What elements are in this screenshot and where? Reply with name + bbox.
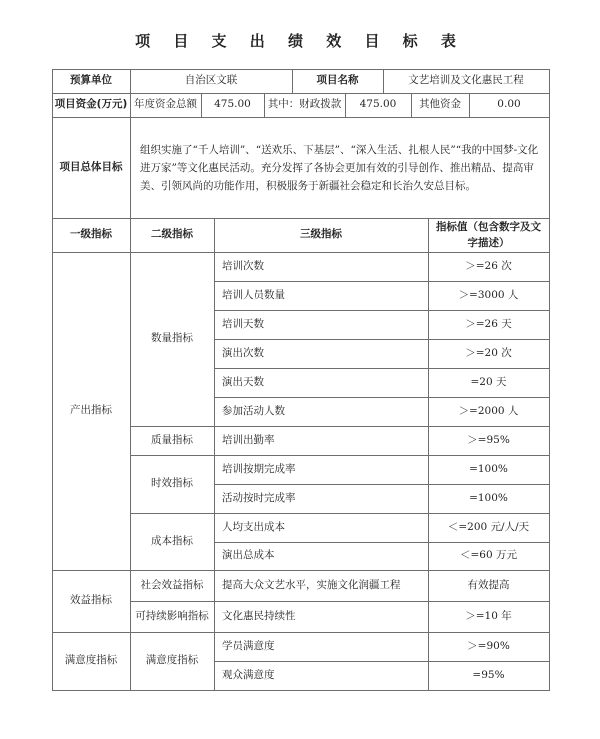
level1-satisfaction: 满意度指标 <box>64 654 118 667</box>
level2-cost: 成本指标 <box>151 534 193 547</box>
indicator-audience-satisfaction: 观众满意度 <box>222 668 275 681</box>
other-funds-value: 0.00 <box>497 98 521 111</box>
annual-total-value: 475.00 <box>214 98 251 111</box>
indicator-training-days: 培训天数 <box>222 317 264 330</box>
indicator-sustainability: 文化惠民持续性 <box>222 609 296 622</box>
level2-quality: 质量指标 <box>151 433 193 446</box>
other-funds-label: 其他资金 <box>419 98 461 111</box>
indicator-activity-ontime-rate: 活动按时完成率 <box>222 491 296 504</box>
level1-benefit: 效益指标 <box>70 594 112 607</box>
indicator-student-satisfaction: 学员满意度 <box>222 639 275 652</box>
value-training-days: ＞=26 天 <box>465 317 512 330</box>
value-training-count: ＞=26 次 <box>465 259 512 272</box>
indicator-training-ontime-rate: 培训按期完成率 <box>222 462 296 475</box>
value-student-satisfaction: ＞=90% <box>467 639 510 652</box>
indicator-participants: 参加活动人数 <box>222 404 285 417</box>
overall-goal-text: 组织实施了“千人培训”、“送欢乐、下基层”、“深入生活、扎根人民”“我的中国梦-文化进万家”等文化惠民活动。充分发挥了各协会更加有效的引导创作、推出精品、提高审美、引领风尚的功能作用，积极服务于新疆社会稳定和长治久安总目标。 <box>140 143 539 192</box>
value-training-ontime-rate: =100% <box>469 462 508 475</box>
value-performance-count: ＞=20 次 <box>465 346 512 359</box>
indicator-attendance-rate: 培训出勤率 <box>222 433 275 446</box>
indicator-trainee-number: 培训人员数量 <box>222 288 285 301</box>
budget-unit-value: 自治区文联 <box>184 74 238 87</box>
indicator-performance-count: 演出次数 <box>222 346 264 359</box>
value-audience-satisfaction: =95% <box>472 668 505 681</box>
value-participants: ＞=2000 人 <box>458 404 519 417</box>
project-name-value: 文艺培训及文化惠民工程 <box>408 74 524 87</box>
value-art-level: 有效提高 <box>467 578 510 591</box>
project-funds-label: 项目资金(万元) <box>54 98 128 111</box>
annual-total-label: 年度资金总额 <box>134 98 197 111</box>
value-attendance-rate: ＞=95% <box>467 433 510 446</box>
indicator-performance-days: 演出天数 <box>222 375 264 388</box>
level2-social-benefit: 社会效益指标 <box>140 578 204 591</box>
col-header-level2: 二级指标 <box>151 228 193 241</box>
fiscal-funding-label: 其中：财政拨款 <box>267 98 342 111</box>
level2-satisfaction: 满意度指标 <box>145 654 199 667</box>
value-sustainability: ＞=10 年 <box>465 609 512 622</box>
level2-quantity: 数量指标 <box>151 332 193 345</box>
col-header-level1: 一级指标 <box>70 228 112 241</box>
overall-goal-label: 项目总体目标 <box>59 160 123 173</box>
fiscal-funding-value: 475.00 <box>359 98 397 111</box>
col-header-level3: 三级指标 <box>300 228 342 241</box>
page-title: 项 目 支 出 绩 效 目 标 表 <box>135 32 465 50</box>
value-per-capita-cost: ＜=200 元/人/天 <box>447 520 530 533</box>
project-name-label: 项目名称 <box>316 74 359 87</box>
value-performance-total-cost: ＜=60 万元 <box>460 549 517 562</box>
indicator-art-level: 提高大众文艺水平，实施文化润疆工程 <box>222 578 401 591</box>
indicator-performance-total-cost: 演出总成本 <box>222 549 275 562</box>
level1-output: 产出指标 <box>70 404 112 417</box>
value-performance-days: =20 天 <box>470 375 507 388</box>
level2-sustainability: 可持续影响指标 <box>135 609 209 622</box>
col-header-value: 指标值（包含数字及文字描述） <box>436 221 541 249</box>
value-activity-ontime-rate: =100% <box>469 491 508 504</box>
budget-unit-label: 预算单位 <box>70 74 112 87</box>
indicator-training-count: 培训次数 <box>222 259 264 272</box>
indicator-per-capita-cost: 人均支出成本 <box>222 520 285 533</box>
value-trainee-number: ＞=3000 人 <box>458 288 519 301</box>
level2-timeliness: 时效指标 <box>151 477 193 490</box>
